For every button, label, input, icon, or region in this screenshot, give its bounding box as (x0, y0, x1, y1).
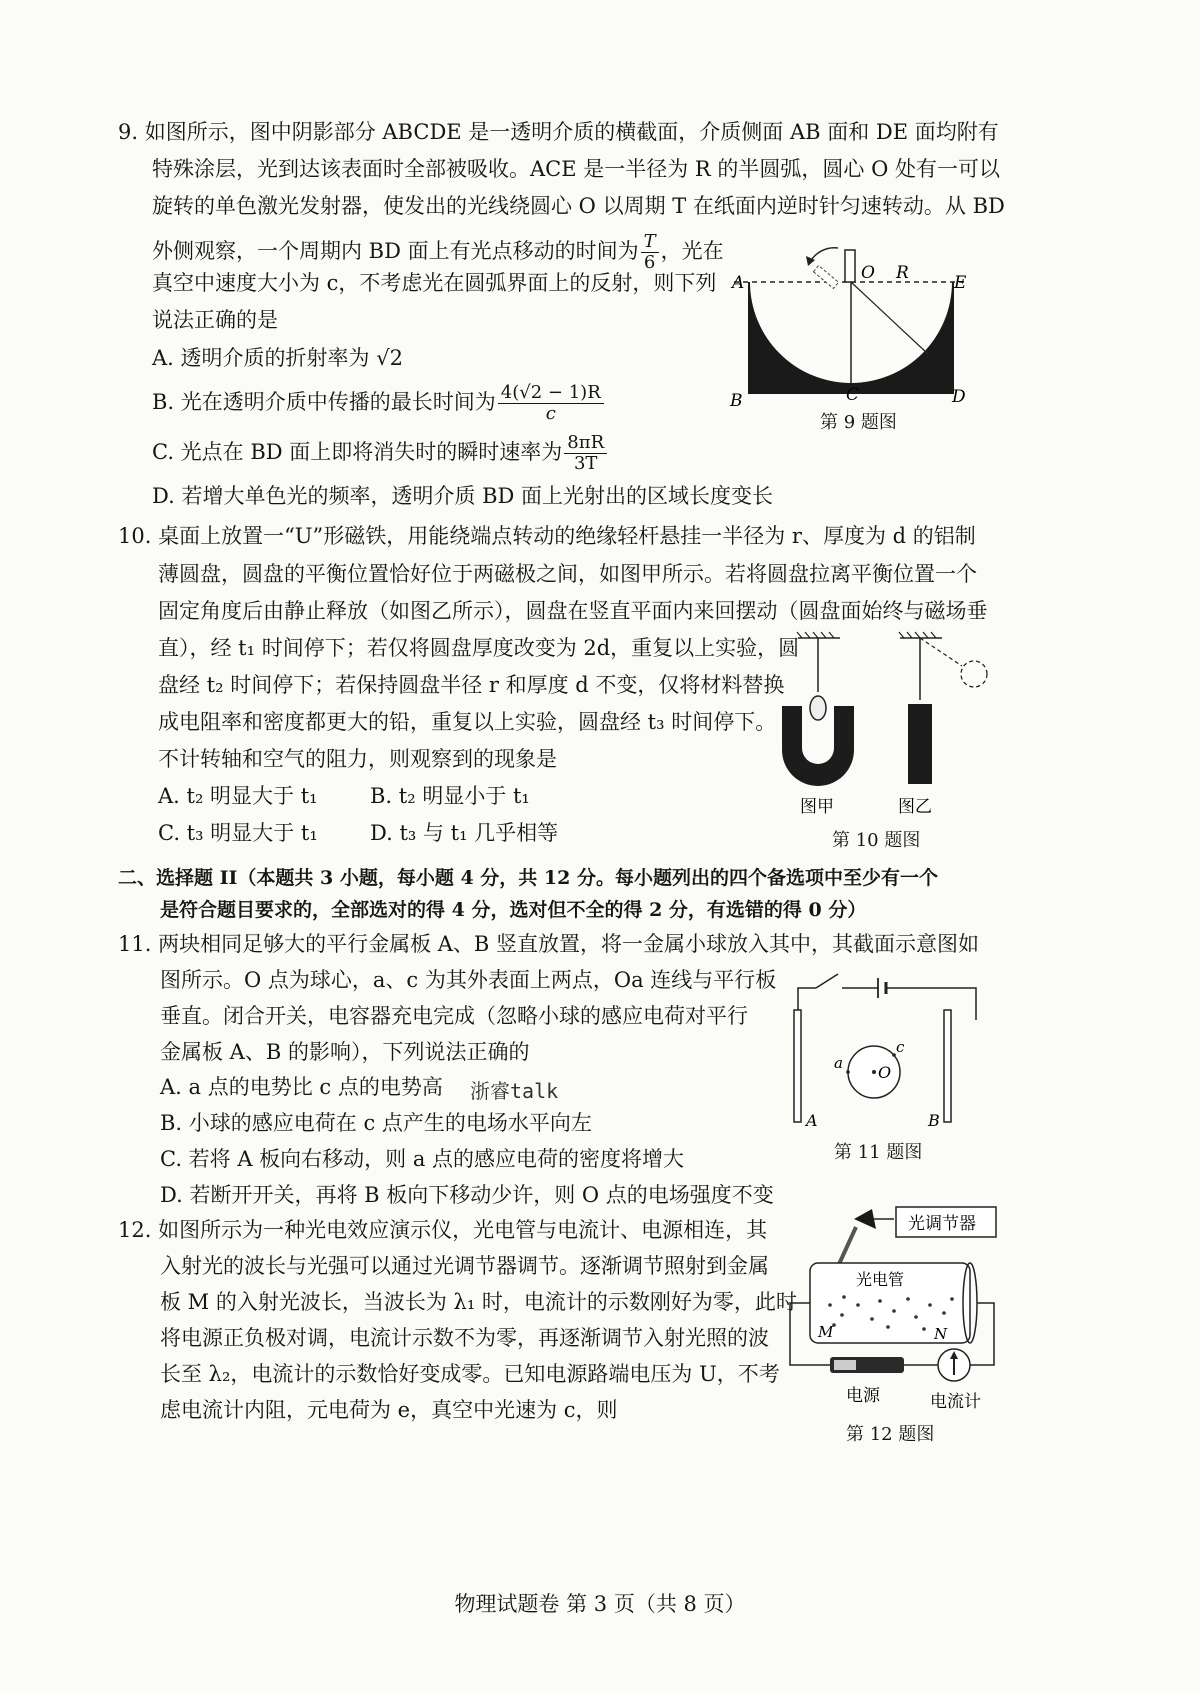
q11-figure (768, 968, 983, 1128)
q12-caption: 第 12 题图 (846, 1424, 935, 1445)
q9-option-b-fraction (498, 383, 604, 424)
q11-wire-right (886, 988, 976, 1020)
q12-battery-band (834, 1360, 856, 1370)
q12-source-label: 电源 (846, 1386, 880, 1406)
section-2-heading-cont: 是符合题目要求的，全部选对的得 4 分，选对但不全的得 2 分，有选错的得 0 分） (160, 899, 867, 921)
q12-line-6: 虑电流计内阻，元电荷为 e，真空中光速为 c，则 (160, 1398, 618, 1422)
q10-option-b: B. t₂ 明显小于 t₁ (370, 784, 530, 808)
q10-caption: 第 10 题图 (832, 830, 921, 851)
q9-label-d: D (952, 387, 966, 407)
q11-plate-b (944, 1010, 951, 1122)
q11-option-d: D. 若断开开关，再将 B 板向下移动少许，则 O 点的电场强度不变 (160, 1183, 774, 1207)
q11-option-b: B. 小球的感应电荷在 c 点产生的电场水平向左 (160, 1111, 592, 1135)
q12-line-5: 长至 λ₂，电流计的示数恰好变成零。已知电源路端电压为 U，不考 (160, 1362, 780, 1386)
q11-line-3: 垂直。闭合开关，电容器充电完成（忽略小球的感应电荷对平行 (160, 1004, 748, 1028)
q11-caption: 第 11 题图 (834, 1142, 923, 1163)
q9-line-2: 特殊涂层，光到达该表面时全部被吸收。ACE 是一半径为 R 的半圆弧，圆心 O 处有一可以 (152, 157, 1000, 181)
q12-wire-right (970, 1303, 994, 1365)
watermark: 浙睿talk (470, 1079, 559, 1103)
q12-lamp-icon (854, 1209, 876, 1229)
q12-line-1: 12. 如图所示为一种光电效应演示仪，光电管与电流计、电源相连，其 (118, 1218, 768, 1242)
q11-option-c: C. 若将 A 板向右移动，则 a 点的感应电荷的密度将增大 (160, 1147, 685, 1171)
q11-label-a-point: a (834, 1054, 843, 1072)
q9-line-1: 9. 如图所示，图中阴影部分 ABCDE 是一透明介质的横截面，介质侧面 AB 面和 DE 面均附有 (118, 120, 999, 144)
q9-option-c-den: 3T (573, 453, 598, 474)
q12-tube-label: 光电管 (856, 1270, 905, 1289)
q12-label-m: M (818, 1323, 834, 1341)
q11-switch-icon (816, 974, 838, 988)
section-2-heading: 二、选择题 II（本题共 3 小题，每小题 4 分，共 12 分。每小题列出的四个备选项中至少有一个 (118, 867, 938, 889)
q9-line-6: 说法正确的是 (152, 308, 278, 332)
q10-rod-yi-swung (920, 638, 962, 666)
q11-point-a-dot (846, 1070, 850, 1074)
q10-line-1: 10. 桌面上放置一“U”形磁铁，用能绕端点转动的绝缘轻杆悬挂一半径为 r、厚度为 d 的铝制 (118, 524, 976, 548)
q9-option-b-num: 4(√2 − 1)R (498, 383, 604, 404)
q12-line-4: 将电源正负极对调，电流计示数不为零，再逐渐调节入射光照的波 (160, 1326, 769, 1350)
q10-disc-yi-displaced (961, 661, 987, 687)
page-footer: 物理试题卷 第 3 页（共 8 页） (454, 1592, 746, 1616)
q9-label-e: E (954, 273, 967, 293)
q9-label-c: C (846, 385, 860, 405)
q11-line-2: 图所示。O 点为球心，a、c 为其外表面上两点，Oa 连线与平行板 (160, 968, 777, 992)
q9-time-fraction (641, 232, 659, 273)
q10-magnet-side-view (908, 704, 932, 784)
q12-line-2: 入射光的波长与光强可以通过光调节器调节。逐渐调节照射到金属 (160, 1254, 769, 1278)
q11-line-4: 金属板 A、B 的影响），下列说法正确的 (160, 1040, 530, 1064)
q12-regulator-label: 光调节器 (908, 1214, 976, 1234)
q9-time-num: T (641, 232, 659, 253)
q12-label-n: N (934, 1325, 948, 1343)
q9-line-4 (152, 232, 724, 273)
q10-option-a: A. t₂ 明显大于 t₁ (158, 784, 318, 808)
q9-caption: 第 9 题图 (820, 412, 897, 433)
q11-line-1: 11. 两块相同足够大的平行金属板 A、B 竖直放置，将一金属小球放入其中，其截面示意图如 (118, 932, 980, 956)
q9-label-a: A (732, 273, 745, 293)
q9-time-den: 6 (643, 252, 656, 273)
q10-hatch-jia (797, 632, 834, 638)
q9-line-4-text: 外侧观察，一个周期内 BD 面上有光点移动的时间为 (152, 239, 639, 263)
q11-plate-a (794, 1010, 801, 1122)
q10-line-5: 盘经 t₂ 时间停下；若保持圆盘半径 r 和厚度 d 不变，仅将材料替换 (158, 673, 785, 697)
q10-label-yi: 图乙 (898, 797, 932, 817)
q9-option-a: A. 透明介质的折射率为 √2 (152, 346, 403, 370)
q12-line-3: 板 M 的入射光波长，当波长为 λ₁ 时，电流计的示数刚好为零，此时 (160, 1290, 797, 1314)
q9-option-c-fraction (564, 433, 607, 474)
q12-meter-label: 电流计 (930, 1392, 981, 1412)
q11-label-a-plate: A (806, 1111, 818, 1130)
q9-option-c (152, 433, 609, 474)
q10-line-7: 不计转轴和空气的阻力，则观察到的现象是 (158, 747, 557, 771)
q10-disc-jia (810, 696, 826, 720)
q11-center-dot (872, 1070, 876, 1074)
q9-option-b-text: B. 光在透明介质中传播的最长时间为 (152, 390, 496, 414)
q10-line-3: 固定角度后由静止释放（如图乙所示），圆盘在竖直平面内来回摆动（圆盘面始终与磁场垂 (158, 599, 988, 623)
q10-line-2: 薄圆盘，圆盘的平衡位置恰好位于两磁极之间，如图甲所示。若将圆盘拉离平衡位置一个 (158, 562, 977, 586)
q10-label-jia: 图甲 (800, 797, 834, 817)
q11-label-b-plate: B (928, 1111, 940, 1130)
q11-label-c-point: c (896, 1038, 905, 1056)
q9-line-3: 旋转的单色激光发射器，使发出的光线绕圆心 O 以周期 T 在纸面内逆时针匀速转动。从 BD (152, 194, 1005, 218)
q10-option-c: C. t₃ 明显大于 t₁ (158, 821, 318, 845)
q10-option-d: D. t₃ 与 t₁ 几乎相等 (370, 821, 559, 845)
q12-figure (784, 1205, 1004, 1410)
q9-label-b: B (730, 391, 743, 411)
q9-figure (728, 236, 978, 411)
q11-label-o: O (878, 1063, 892, 1082)
q9-light-ray-oblique (851, 282, 928, 354)
q9-option-c-num: 8πR (564, 433, 607, 454)
q9-option-d: D. 若增大单色光的频率，透明介质 BD 面上光射出的区域长度变长 (152, 484, 774, 508)
q10-line-4: 直），经 t₁ 时间停下；若仅将圆盘厚度改变为 2d，重复以上实验，圆 (158, 636, 800, 660)
q9-option-b-den: c (545, 403, 556, 424)
q9-label-o: O (861, 263, 875, 283)
q9-option-c-text: C. 光点在 BD 面上即将消失时的瞬时速率为 (152, 440, 563, 464)
q10-figure (780, 630, 990, 830)
q9-line-5: 真空中速度大小为 c，不考虑光在圆弧界面上的反射，则下列 (152, 271, 717, 295)
q9-line-4-tail: ，光在 (660, 239, 724, 263)
q9-laser-rotated (813, 266, 838, 289)
q9-label-r: R (896, 263, 909, 283)
q9-option-b (152, 383, 606, 424)
q10-line-6: 成电阻率和密度都更大的铅，重复以上实验，圆盘经 t₃ 时间停下。 (158, 710, 777, 734)
q10-hatch-yi (899, 632, 936, 638)
q9-laser-emitter (845, 250, 855, 282)
q11-option-a: A. a 点的电势比 c 点的电势高 (160, 1075, 443, 1099)
